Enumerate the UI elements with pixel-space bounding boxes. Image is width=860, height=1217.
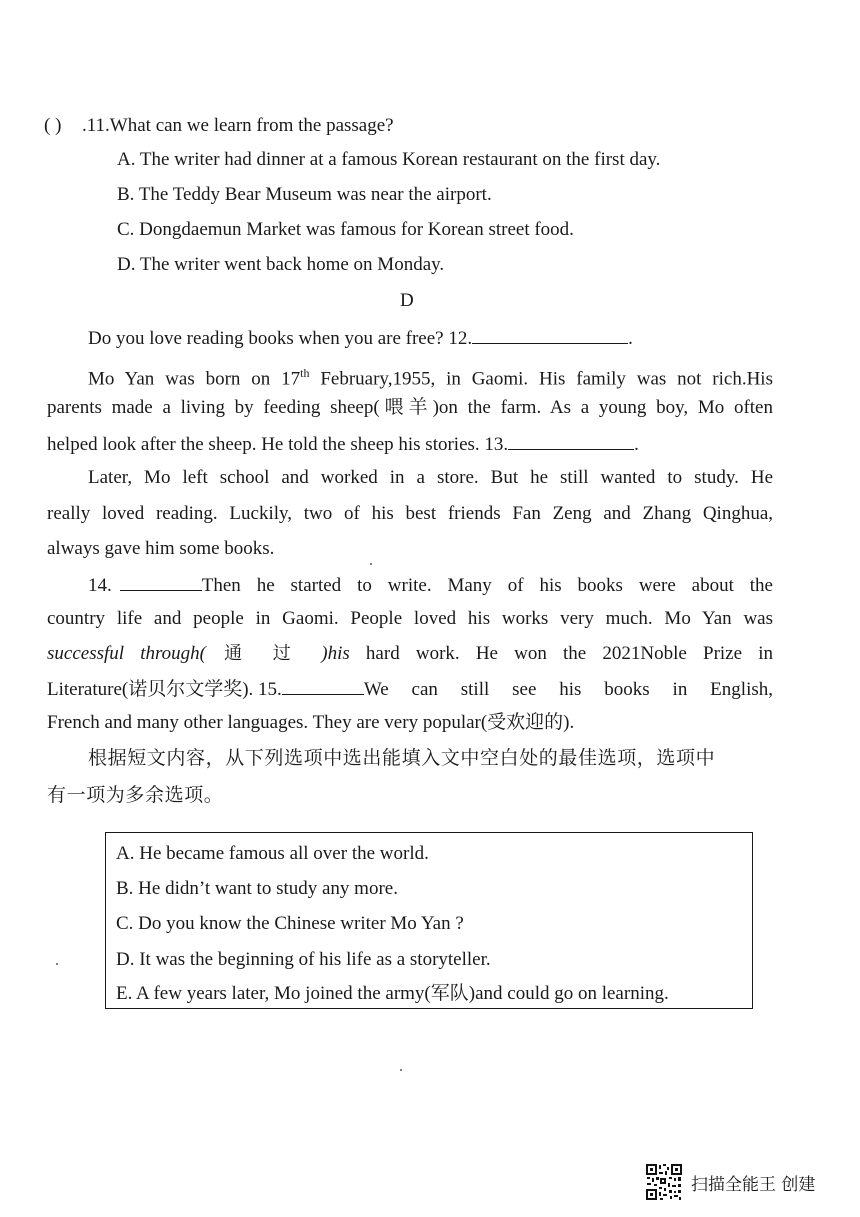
qr-code-icon [645, 1163, 683, 1201]
passage-text: . [634, 434, 639, 455]
passage-text: helped look after the sheep. He told the sheep his stories. 13. [47, 434, 509, 455]
box-option-a: A. He became famous all over the world. [116, 843, 429, 864]
passage-paragraph-2-line-3 [47, 431, 639, 457]
passage-text: Do you love reading books when you are free? 12. [88, 328, 473, 349]
passage-text: 14. [88, 575, 112, 596]
q11-option-b: B. The Teddy Bear Museum was near the airport. [117, 184, 492, 205]
passage-text: . [628, 328, 633, 349]
scanner-watermark [645, 1163, 815, 1201]
chinese-gloss: 通 过 [206, 643, 322, 664]
passage-text: hard work. He won the 2021Noble Prize in [349, 643, 773, 664]
passage-paragraph-4-line-2: country life and people in Gaomi. People loved his works very much. Mo Yan was [47, 608, 773, 629]
passage-paragraph-3-line-2: really loved reading. Luckily, two of his best friends Fan Zeng and Zhang Qinghua, [47, 503, 773, 524]
question-11-stem: .11.What can we learn from the passage? [82, 115, 394, 136]
passage-paragraph-2-line-2: parents made a living by feeding sheep(喂羊)on the farm. As a young boy, Mo often [47, 397, 773, 418]
box-option-c: C. Do you know the Chinese writer Mo Yan ? [116, 913, 464, 934]
q11-option-c: C. Dongdaemun Market was famous for Korean street food. [117, 219, 574, 240]
scan-speck [400, 1069, 402, 1071]
q11-option-a: A. The writer had dinner at a famous Korean restaurant on the first day. [117, 149, 661, 170]
q11-option-d: D. The writer went back home on Monday. [117, 254, 445, 275]
passage-paragraph-4-line-5: French and many other languages. They are very popular(受欢迎的). [47, 712, 575, 733]
passage-paragraph-4-line-4 [47, 676, 773, 702]
italic-text: successful through( [47, 643, 207, 664]
passage-paragraph-4-line-3 [47, 642, 773, 666]
section-heading: D [400, 290, 414, 311]
question-bracket: ( ) [44, 115, 62, 136]
watermark-text: 扫描全能王 创建 [691, 1174, 816, 1195]
passage-text: Mo Yan was born on 17 [88, 368, 301, 390]
italic-text: )his [321, 643, 350, 664]
answer-blank-12 [472, 325, 628, 344]
box-option-e: E. A few years later, Mo joined the army(军队)and could go on learning. [116, 983, 669, 1004]
passage-paragraph-3-line-3: always gave him some books. [47, 538, 275, 559]
passage-paragraph-3-line-1: Later, Mo left school and worked in a store. But he still wanted to study. He [88, 467, 773, 488]
passage-text: We can still see his books in English, [363, 679, 773, 700]
scan-speck [370, 563, 372, 565]
box-option-d: D. It was the beginning of his life as a storyteller. [116, 949, 491, 970]
answer-blank-13 [508, 431, 634, 450]
scan-speck [56, 963, 58, 965]
passage-text: Then he started to write. Many of his books were about the [201, 575, 773, 596]
superscript: th [300, 366, 310, 380]
instruction-line-2: 有一项为多余选项。 [47, 784, 224, 806]
passage-text: February,1955, in Gaomi. His family was not rich.His [309, 368, 773, 390]
answer-blank-14 [120, 572, 202, 591]
passage-text: Literature(诺贝尔文学奖). 15. [47, 679, 282, 700]
instruction-line-1: 根据短文内容，从下列选项中选出能填入文中空白处的最佳选项，选项中 [88, 747, 716, 769]
answer-blank-15 [282, 676, 364, 695]
box-option-b: B. He didn’t want to study any more. [116, 878, 398, 899]
passage-paragraph-2-line-1 [88, 361, 773, 391]
passage-paragraph-4-line-1 [88, 572, 773, 598]
passage-paragraph-1 [88, 325, 633, 351]
